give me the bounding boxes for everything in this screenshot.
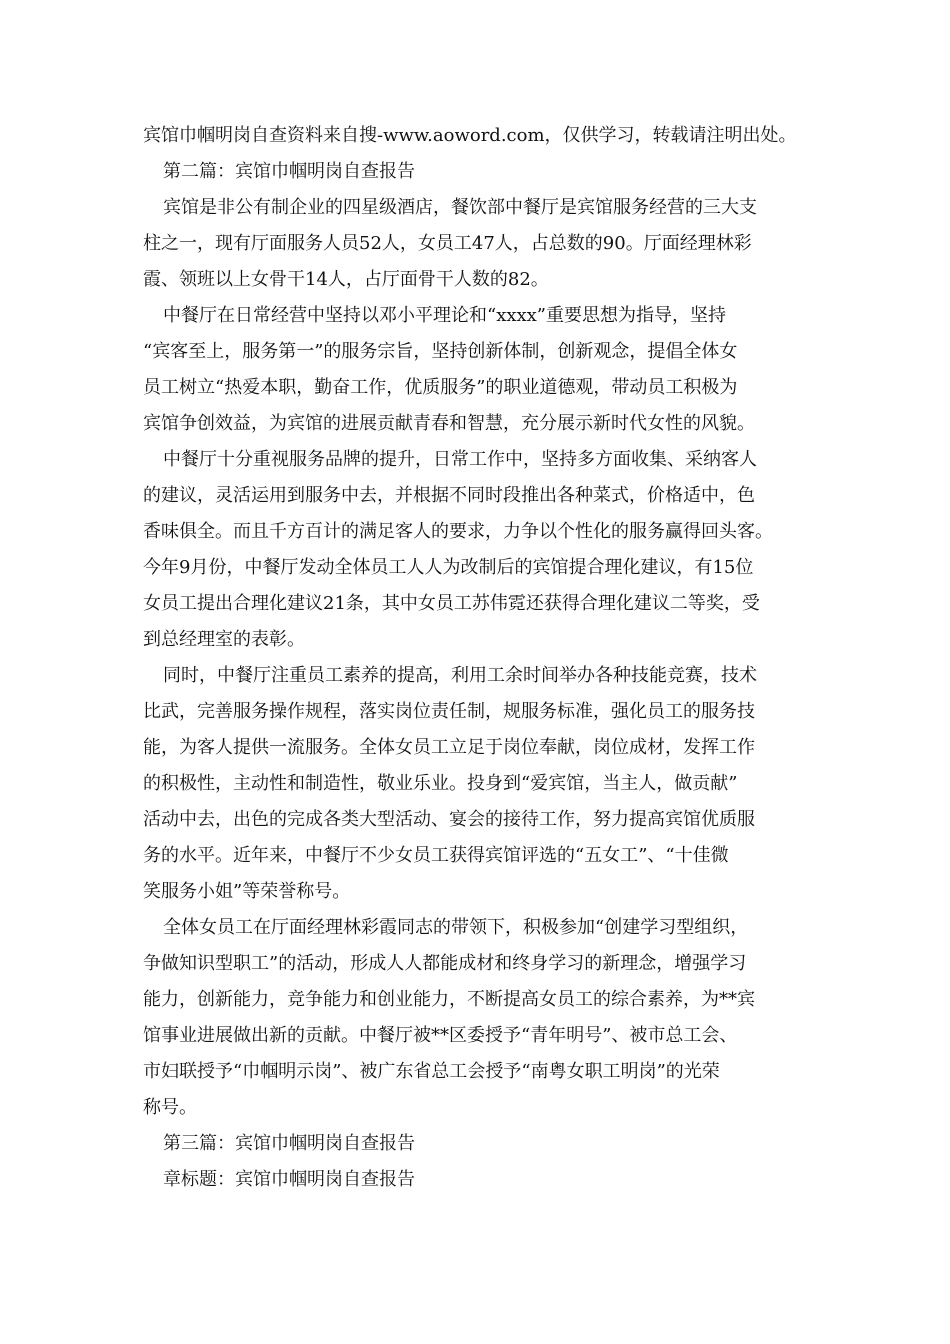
text-line: 宾馆巾帼明岗自查资料来自搜-www.aoword.com，仅供学习，转载请注明出处。	[143, 125, 797, 146]
text-line: 的建议，灵活运用到服务中去，并根据不同时段推出各种菜式，价格适中，色	[143, 485, 755, 506]
text-line: 女员工提出合理化建议21条，其中女员工苏伟霓还获得合理化建议二等奖，受	[143, 593, 760, 614]
text-line: 到总经理室的表彰。	[143, 629, 305, 650]
text-line: 活动中去，出色的完成各类大型活动、宴会的接待工作，努力提高宾馆优质服	[143, 809, 755, 830]
text-line: 馆事业进展做出新的贡献。中餐厅被**区委授予“青年明号”、被市总工会、	[143, 1025, 738, 1046]
text-line: 的积极性，主动性和制造性，敬业乐业。投身到“爱宾馆，当主人，做贡献”	[143, 773, 738, 794]
text-line: 第三篇：宾馆巾帼明岗自查报告	[163, 1133, 415, 1154]
text-line: 中餐厅在日常经营中坚持以邓小平理论和“xxxx”重要思想为指导，坚持	[163, 305, 727, 326]
text-line: 能，为客人提供一流服务。全体女员工立足于岗位奉献，岗位成材，发挥工作	[143, 737, 755, 758]
text-line: 霞、领班以上女骨干14人，占厅面骨干人数的82。	[143, 269, 549, 290]
text-line: 宾馆争创效益，为宾馆的进展贡献青春和智慧，充分展示新时代女性的风貌。	[143, 413, 755, 434]
text-line: 全体女员工在厅面经理林彩霞同志的带领下，积极参加“创建学习型组织，	[163, 917, 749, 938]
text-line: 柱之一，现有厅面服务人员52人，女员工47人，占总数的90。厅面经理林彩	[143, 233, 752, 254]
text-line: 能力，创新能力，竞争能力和创业能力，不断提高女员工的综合素养，为**宾	[143, 989, 755, 1010]
text-line: 争做知识型职工”的活动，形成人人都能成材和终身学习的新理念，增强学习	[143, 953, 747, 974]
text-line: 笑服务小姐”等荣誉称号。	[143, 881, 351, 902]
document-page	[0, 118, 950, 1198]
text-line: 员工树立“热爱本职，勤奋工作，优质服务”的职业道德观，带动员工积极为	[143, 377, 738, 398]
text-line: 章标题：宾馆巾帼明岗自查报告	[163, 1169, 415, 1190]
text-line: 宾馆是非公有制企业的四星级酒店，餐饮部中餐厅是宾馆服务经营的三大支	[163, 197, 757, 218]
text-line: 市妇联授予“巾帼明示岗”、被广东省总工会授予“南粤女职工明岗”的光荣	[143, 1061, 720, 1082]
text-line: 今年9月份，中餐厅发动全体员工人人为改制后的宾馆提合理化建议，有15位	[143, 557, 754, 578]
text-line: 比武，完善服务操作规程，落实岗位责任制，规服务标准，强化员工的服务技	[143, 701, 755, 722]
text-line: 务的水平。近年来，中餐厅不少女员工获得宾馆评选的“五女工”、“十佳微	[143, 845, 729, 866]
text-block	[143, 118, 813, 1198]
document-body	[143, 118, 813, 1198]
text-line: 称号。	[143, 1097, 197, 1118]
text-line: 同时，中餐厅注重员工素养的提高，利用工余时间举办各种技能竞赛，技术	[163, 665, 757, 686]
text-line: 香味俱全。而且千方百计的满足客人的要求，力争以个性化的服务赢得回头客。	[143, 521, 773, 542]
text-line: 第二篇：宾馆巾帼明岗自查报告	[163, 161, 415, 182]
text-line: 中餐厅十分重视服务品牌的提升，日常工作中，坚持多方面收集、采纳客人	[163, 449, 757, 470]
text-line: “宾客至上，服务第一”的服务宗旨，坚持创新体制，创新观念，提倡全体女	[143, 341, 738, 362]
